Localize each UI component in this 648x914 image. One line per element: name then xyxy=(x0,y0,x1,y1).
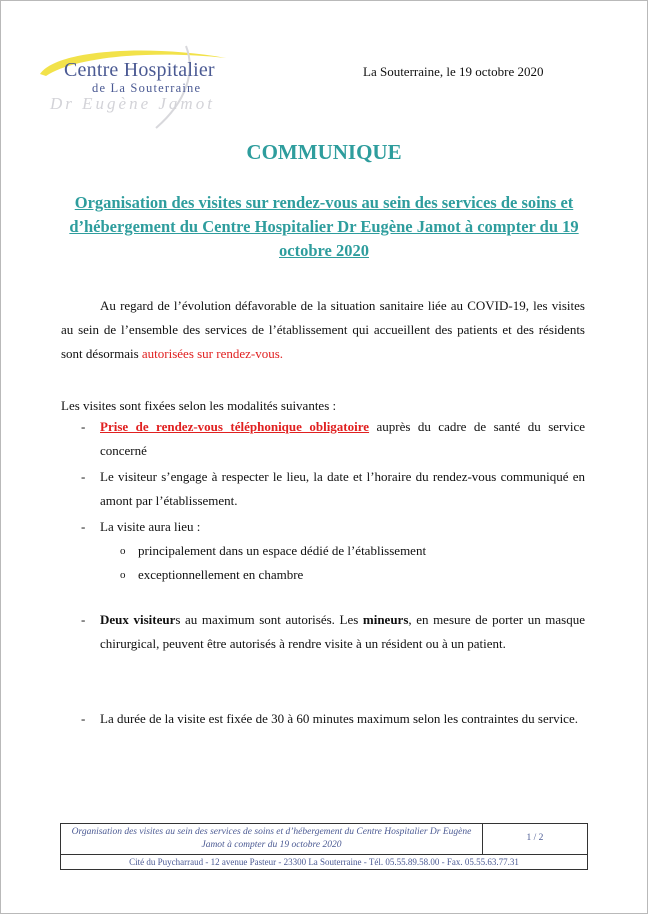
sublist-item-text: principalement dans un espace dédié de l’établissement xyxy=(138,543,427,558)
paragraph-intro-highlight: autorisées sur rendez-vous. xyxy=(141,346,284,361)
modalities-intro: Les visites sont fixées selon les modalités suivantes : xyxy=(61,398,337,413)
list-item xyxy=(61,465,585,513)
list-item xyxy=(61,608,585,656)
logo-line3: Dr Eugène Jamot xyxy=(50,94,215,113)
two-visitors-bold: Deux visiteur xyxy=(100,612,176,627)
list-item-text: au maximum sont autorisés. Les xyxy=(180,612,363,627)
appointment-required-highlight: Prise de rendez-vous téléphonique obligatoire xyxy=(100,419,370,434)
hospital-logo xyxy=(36,42,236,132)
dash-bullet: - xyxy=(81,519,86,534)
dash-bullet: - xyxy=(81,419,86,434)
page-number: 1 / 2 xyxy=(526,833,544,843)
paragraph-intro xyxy=(61,294,585,366)
minors-bold: mineurs xyxy=(362,612,409,627)
footer-title: Organisation des visites au sein des services de soins et d’hébergement du Centre Hospitalier Dr Eugène Jamot à compter du 19 octobre 2020 xyxy=(61,824,483,854)
page-footer xyxy=(60,823,588,870)
duration-list xyxy=(61,707,585,731)
modalities-list xyxy=(61,415,585,587)
list-item-text: La visite aura lieu : xyxy=(100,519,201,534)
list-item-text: Le visiteur s’engage à respecter le lieu, la date et l’horaire du rendez-vous communiqué en amont par l’établissement. xyxy=(100,469,585,508)
logo-line2: de La Souterraine xyxy=(92,81,202,95)
dash-bullet: - xyxy=(81,469,86,484)
subject-heading: Organisation des visites sur rendez-vous au sein des services de soins et d’hébergement du Centre Hospitalier Dr Eugène Jamot à compter du 19 octobre 2020 xyxy=(69,193,579,260)
list-item-text: , en mesure de porter un masque chirurgical, peuvent être autorisés à rendre visite à un résident ou à un patient. xyxy=(100,612,585,651)
footer-top-row xyxy=(61,824,587,855)
circle-bullet: o xyxy=(120,569,126,581)
list-item xyxy=(61,415,585,463)
dash-bullet: - xyxy=(81,612,86,627)
paragraph-intro-text: Au regard de l’évolution défavorable de la situation sanitaire liée au COVID-19, les visites au sein de l’ensemble des services de l’établissement qui accueillent des patients et des résidents sont désormais xyxy=(61,298,585,361)
dash-bullet: - xyxy=(81,711,86,726)
plural-s: s xyxy=(175,612,181,627)
location-sublist xyxy=(100,539,585,587)
list-item xyxy=(61,707,585,731)
date-line: La Souterraine, le 19 octobre 2020 xyxy=(363,64,544,79)
list-item xyxy=(61,515,585,587)
visitors-list xyxy=(61,608,585,656)
footer-address: Cité du Puycharraud - 12 avenue Pasteur - 23300 La Souterraine - Tél. 05.55.89.58.00 - Fax. 05.55.63.77.31 xyxy=(129,857,519,867)
sublist-item xyxy=(100,539,585,563)
circle-bullet: o xyxy=(120,545,126,557)
sublist-item-text: exceptionnellement en chambre xyxy=(138,567,304,582)
document-title: COMMUNIQUE xyxy=(246,140,402,164)
list-item-text: auprès du cadre de santé du service concerné xyxy=(100,419,586,458)
logo-line1: Centre Hospitalier xyxy=(64,59,215,81)
sublist-item xyxy=(100,563,585,587)
list-item-text: La durée de la visite est fixée de 30 à 60 minutes maximum selon les contraintes du service. xyxy=(100,711,578,726)
